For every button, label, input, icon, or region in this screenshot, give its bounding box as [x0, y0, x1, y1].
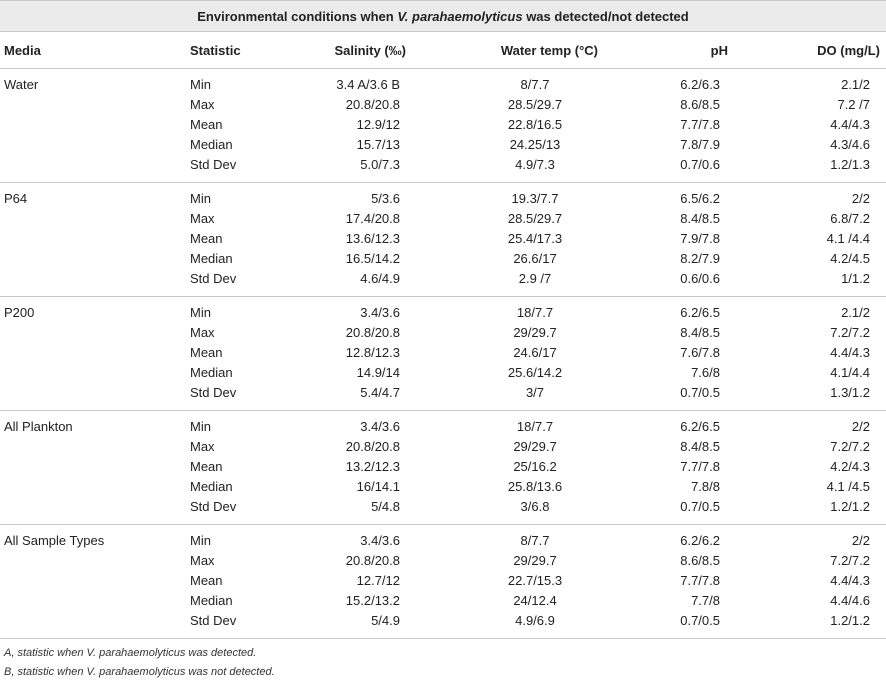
water-temp-cell: 2.9 /7 [518, 271, 552, 286]
salinity-cell: 3.4 A/3.6 B [336, 77, 400, 92]
table-row [0, 593, 886, 613]
statistic-cell: Max [190, 325, 215, 340]
salinity-cell: 17.4/20.8 [345, 211, 400, 226]
do-cell: 2/2 [851, 419, 870, 434]
do-cell: 7.2/7.2 [830, 325, 870, 340]
ph-cell: 6.2/6.2 [680, 533, 720, 548]
ph-cell: 7.6/7.8 [680, 345, 720, 360]
caption-prefix: Environmental conditions when [197, 9, 398, 24]
do-cell: 1.3/1.2 [830, 385, 870, 400]
salinity-cell: 12.8/12.3 [345, 345, 400, 360]
salinity-cell: 15.2/13.2 [345, 593, 400, 608]
water-temp-cell: 18/7.7 [516, 305, 554, 320]
ph-cell: 6.2/6.5 [680, 305, 720, 320]
do-cell: 4.4/4.3 [830, 573, 870, 588]
salinity-cell: 12.7/12 [356, 573, 400, 588]
table-row [0, 533, 886, 553]
salinity-cell: 14.9/14 [356, 365, 400, 380]
ph-cell: 7.7/8 [691, 593, 720, 608]
salinity-cell: 20.8/20.8 [345, 325, 400, 340]
statistic-cell: Min [190, 77, 211, 92]
statistic-cell: Min [190, 191, 211, 206]
caption-suffix: was detected/not detected [522, 9, 689, 24]
statistic-cell: Max [190, 97, 215, 112]
water-temp-cell: 25.8/13.6 [507, 479, 563, 494]
do-cell: 4.1 /4.4 [826, 231, 870, 246]
table-row [0, 305, 886, 325]
ph-cell: 8.4/8.5 [680, 325, 720, 340]
statistic-cell: Std Dev [190, 271, 237, 286]
header-water-temp: Water temp (°C) [500, 43, 598, 58]
table-group [0, 297, 886, 411]
do-cell: 1/1.2 [841, 271, 870, 286]
water-temp-cell: 18/7.7 [516, 419, 554, 434]
ph-cell: 0.7/0.5 [680, 613, 720, 628]
statistic-cell: Std Dev [190, 499, 237, 514]
table-row [0, 459, 886, 479]
statistic-cell: Median [190, 251, 233, 266]
water-temp-cell: 24.25/13 [509, 137, 561, 152]
water-temp-cell: 8/7.7 [520, 533, 550, 548]
statistic-cell: Std Dev [190, 385, 237, 400]
table-row [0, 479, 886, 499]
table-row [0, 137, 886, 157]
ph-cell: 8.4/8.5 [680, 211, 720, 226]
water-temp-cell: 28.5/29.7 [507, 211, 563, 226]
header-salinity: Salinity (‰) [334, 43, 406, 58]
water-temp-cell: 29/29.7 [513, 553, 557, 568]
ph-cell: 8.2/7.9 [680, 251, 720, 266]
ph-cell: 0.7/0.5 [680, 499, 720, 514]
table-row [0, 439, 886, 459]
salinity-cell: 20.8/20.8 [345, 97, 400, 112]
table-row [0, 499, 886, 519]
do-cell: 2/2 [851, 191, 870, 206]
salinity-cell: 3.4/3.6 [360, 305, 400, 320]
water-temp-cell: 25/16.2 [513, 459, 557, 474]
water-temp-cell: 19.3/7.7 [511, 191, 559, 206]
statistic-cell: Median [190, 593, 233, 608]
ph-cell: 7.7/7.8 [680, 459, 720, 474]
footnote-a: A, statistic when V. parahaemolyticus was detected. [4, 647, 257, 659]
salinity-cell: 5/4.8 [371, 499, 400, 514]
salinity-cell: 13.6/12.3 [345, 231, 400, 246]
table-row [0, 419, 886, 439]
ph-cell: 0.6/0.6 [680, 271, 720, 286]
water-temp-cell: 26.6/17 [513, 251, 557, 266]
footnote-b: B, statistic when V. parahaemolyticus was not detected. [4, 666, 275, 678]
do-cell: 6.8/7.2 [830, 211, 870, 226]
salinity-cell: 16.5/14.2 [345, 251, 400, 266]
salinity-cell: 20.8/20.8 [345, 439, 400, 454]
water-temp-cell: 3/6.8 [520, 499, 550, 514]
water-temp-cell: 28.5/29.7 [507, 97, 563, 112]
table-row [0, 271, 886, 291]
water-temp-cell: 25.4/17.3 [507, 231, 563, 246]
salinity-cell: 5/3.6 [371, 191, 400, 206]
statistic-cell: Mean [190, 231, 223, 246]
do-cell: 4.4/4.3 [830, 345, 870, 360]
table-row [0, 553, 886, 573]
salinity-cell: 15.7/13 [356, 137, 400, 152]
statistic-cell: Mean [190, 573, 223, 588]
table-row [0, 117, 886, 137]
table-row [0, 157, 886, 177]
do-cell: 2/2 [851, 533, 870, 548]
media-cell: Water [4, 77, 39, 92]
media-cell: P64 [4, 191, 28, 206]
water-temp-cell: 29/29.7 [513, 325, 557, 340]
do-cell: 2.1/2 [841, 305, 870, 320]
do-cell: 1.2/1.2 [830, 499, 870, 514]
media-cell: All Plankton [4, 419, 73, 434]
table-group [0, 69, 886, 183]
ph-cell: 0.7/0.6 [680, 157, 720, 172]
table-row [0, 191, 886, 211]
statistic-cell: Min [190, 419, 211, 434]
table-row [0, 385, 886, 405]
ph-cell: 7.8/7.9 [680, 137, 720, 152]
do-cell: 1.2/1.3 [830, 157, 870, 172]
media-cell: All Sample Types [4, 533, 105, 548]
do-cell: 4.1 /4.5 [826, 479, 870, 494]
do-cell: 4.1/4.4 [830, 365, 870, 380]
water-temp-cell: 4.9/6.9 [515, 613, 555, 628]
media-cell: P200 [4, 305, 35, 320]
statistic-cell: Mean [190, 459, 223, 474]
ph-cell: 7.9/7.8 [680, 231, 720, 246]
water-temp-cell: 29/29.7 [513, 439, 557, 454]
ph-cell: 7.7/7.8 [680, 573, 720, 588]
table-row [0, 573, 886, 593]
do-cell: 4.2/4.5 [830, 251, 870, 266]
ph-cell: 7.7/7.8 [680, 117, 720, 132]
statistic-cell: Mean [190, 117, 223, 132]
statistic-cell: Median [190, 137, 233, 152]
header-ph: pH [710, 43, 728, 58]
water-temp-cell: 24/12.4 [513, 593, 557, 608]
header-media: Media [4, 43, 41, 58]
do-cell: 4.4/4.6 [830, 593, 870, 608]
table-group [0, 525, 886, 639]
water-temp-cell: 25.6/14.2 [507, 365, 563, 380]
do-cell: 4.3/4.6 [830, 137, 870, 152]
do-cell: 1.2/1.2 [830, 613, 870, 628]
table-row [0, 251, 886, 271]
water-temp-cell: 22.8/16.5 [507, 117, 563, 132]
statistic-cell: Std Dev [190, 613, 237, 628]
table-row [0, 345, 886, 365]
ph-cell: 8.6/8.5 [680, 553, 720, 568]
ph-cell: 6.2/6.3 [680, 77, 720, 92]
statistic-cell: Median [190, 479, 233, 494]
statistic-cell: Max [190, 553, 215, 568]
water-temp-cell: 3/7 [525, 385, 545, 400]
salinity-cell: 5.4/4.7 [360, 385, 400, 400]
salinity-cell: 4.6/4.9 [360, 271, 400, 286]
statistic-cell: Median [190, 365, 233, 380]
salinity-cell: 12.9/12 [356, 117, 400, 132]
table-row [0, 211, 886, 231]
statistic-cell: Min [190, 533, 211, 548]
ph-cell: 7.8/8 [691, 479, 720, 494]
salinity-cell: 3.4/3.6 [360, 533, 400, 548]
ph-cell: 8.6/8.5 [680, 97, 720, 112]
statistic-cell: Max [190, 439, 215, 454]
table-header-row [0, 32, 886, 69]
do-cell: 7.2/7.2 [830, 439, 870, 454]
water-temp-cell: 4.9/7.3 [515, 157, 555, 172]
table-caption [0, 0, 886, 32]
table-row [0, 365, 886, 385]
table-row [0, 613, 886, 633]
table-row [0, 77, 886, 97]
do-cell: 4.2/4.3 [830, 459, 870, 474]
water-temp-cell: 22.7/15.3 [507, 573, 563, 588]
table-group [0, 411, 886, 525]
water-temp-cell: 24.6/17 [513, 345, 557, 360]
salinity-cell: 16/14.1 [356, 479, 400, 494]
ph-cell: 6.5/6.2 [680, 191, 720, 206]
do-cell: 7.2 /7 [837, 97, 870, 112]
ph-cell: 0.7/0.5 [680, 385, 720, 400]
water-temp-cell: 8/7.7 [520, 77, 550, 92]
statistic-cell: Std Dev [190, 157, 237, 172]
ph-cell: 8.4/8.5 [680, 439, 720, 454]
ph-cell: 7.6/8 [691, 365, 720, 380]
do-cell: 7.2/7.2 [830, 553, 870, 568]
table-row [0, 97, 886, 117]
salinity-cell: 5.0/7.3 [360, 157, 400, 172]
statistic-cell: Mean [190, 345, 223, 360]
do-cell: 4.4/4.3 [830, 117, 870, 132]
table-row [0, 325, 886, 345]
ph-cell: 6.2/6.5 [680, 419, 720, 434]
salinity-cell: 13.2/12.3 [345, 459, 400, 474]
caption-organism: V. parahaemolyticus [397, 9, 523, 24]
salinity-cell: 5/4.9 [371, 613, 400, 628]
do-cell: 2.1/2 [841, 77, 870, 92]
statistic-cell: Min [190, 305, 211, 320]
statistic-cell: Max [190, 211, 215, 226]
table-row [0, 231, 886, 251]
header-do: DO (mg/L) [817, 43, 880, 58]
table-group [0, 183, 886, 297]
salinity-cell: 20.8/20.8 [345, 553, 400, 568]
salinity-cell: 3.4/3.6 [360, 419, 400, 434]
header-statistic: Statistic [190, 43, 241, 58]
